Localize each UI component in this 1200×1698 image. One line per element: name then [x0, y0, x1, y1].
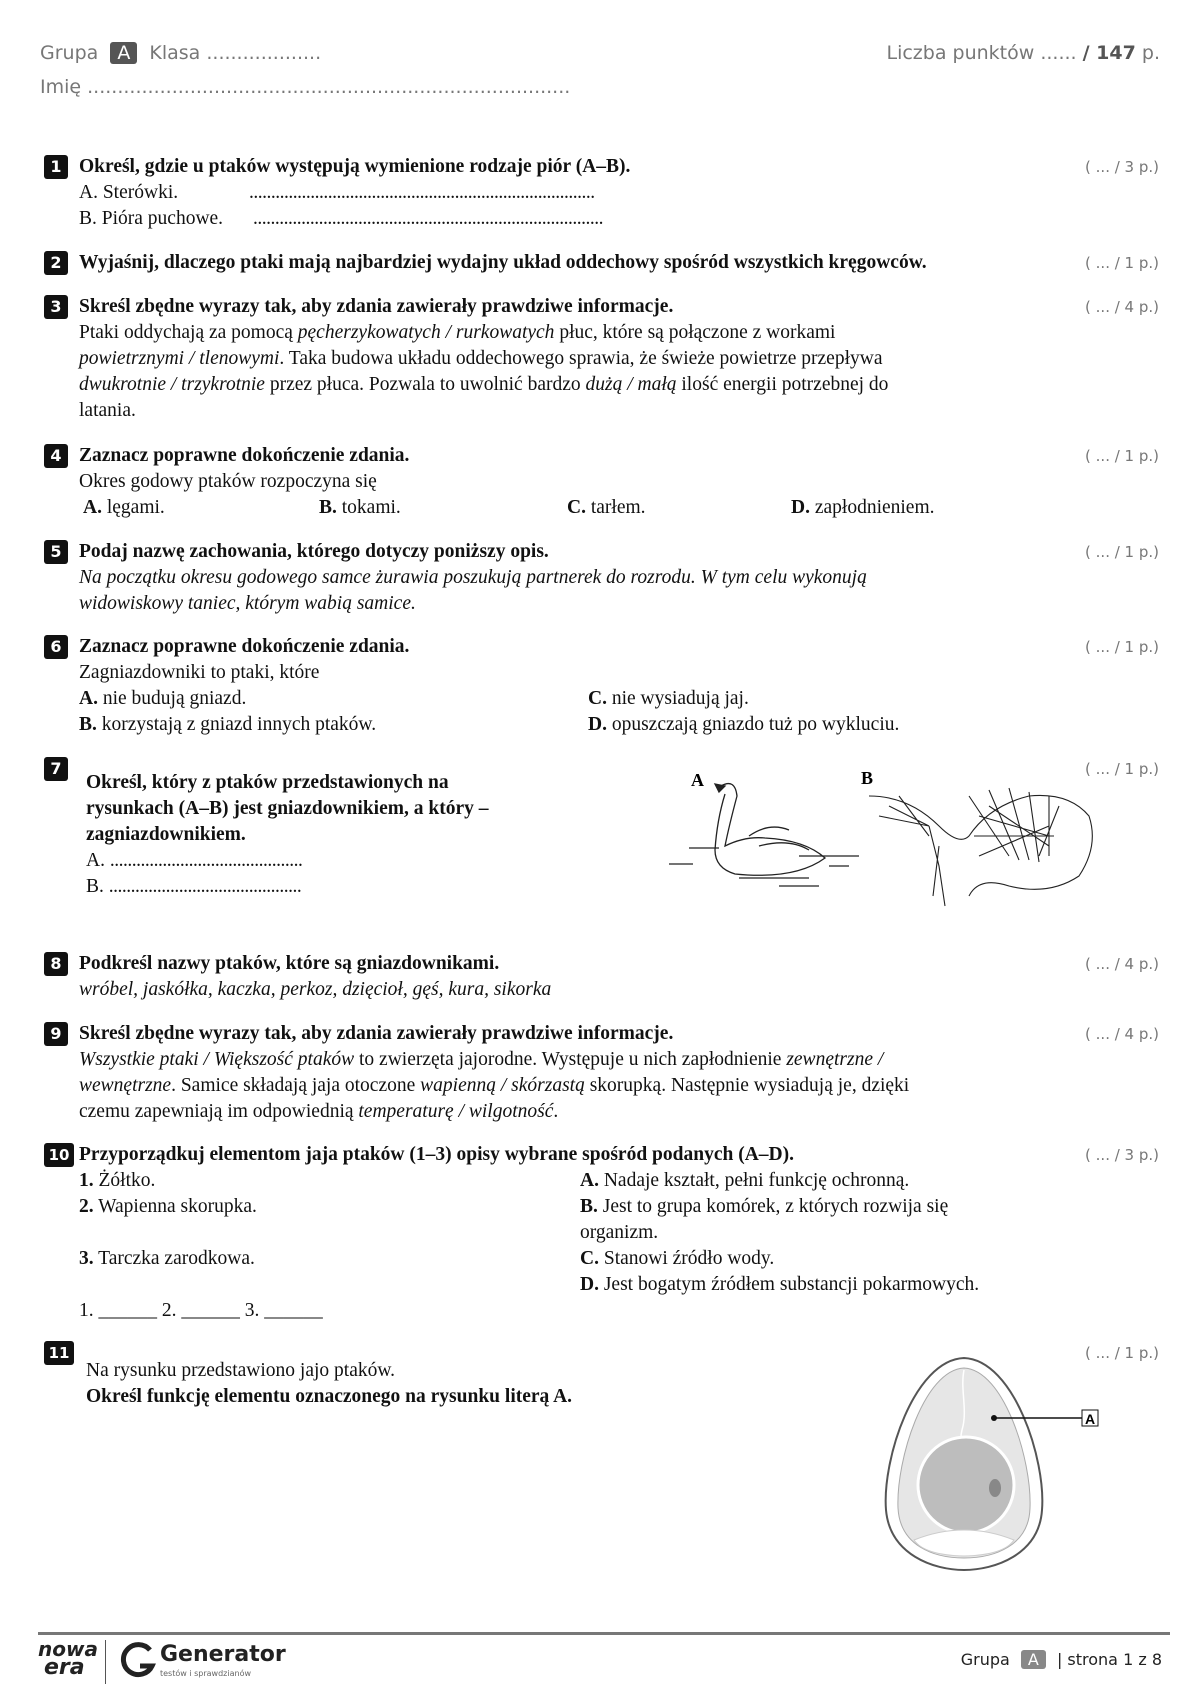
description-a: [580, 1168, 979, 1194]
element-1: [79, 1168, 257, 1194]
option-c[interactable]: [567, 495, 646, 521]
question-number: 4: [44, 444, 68, 468]
question-number: 7: [44, 757, 68, 781]
answer-b-field[interactable]: ............................................: [108, 876, 302, 897]
question-number: 6: [44, 635, 68, 659]
answer-a-label: A.: [86, 850, 105, 871]
option-d[interactable]: [791, 495, 935, 521]
element-text: Żółtko.: [93, 1170, 156, 1191]
option-letter: B.: [79, 714, 97, 735]
bird-nest-icon: [869, 788, 1092, 906]
question-title: Podaj nazwę zachowania, którego dotyczy poniższy opis.: [79, 541, 549, 562]
option-letter: B.: [319, 497, 337, 518]
question-title: Zaznacz poprawne dokończenie zdania.: [79, 445, 410, 466]
option-letter: D.: [791, 497, 810, 518]
question-title: rysunkach (A–B) jest gniazdownikiem, a który –: [86, 798, 489, 819]
element-num: 2.: [79, 1196, 94, 1217]
desc-letter: D.: [580, 1274, 599, 1295]
description-b: [580, 1194, 979, 1220]
choice-4[interactable]: dużą / małą: [585, 374, 677, 395]
element-num: 1.: [79, 1170, 94, 1191]
points-box: ( ... / 1 p.): [1085, 638, 1159, 656]
footer-separator: [105, 1640, 106, 1684]
points-total: / 147: [1082, 42, 1136, 64]
option-text: lęgami.: [101, 497, 165, 518]
points-box: ( ... / 1 p.): [1085, 1344, 1159, 1362]
text: to zwierzęta jajorodne. Występuje u nich zapłodnienie: [354, 1049, 787, 1070]
text: .: [553, 1101, 559, 1122]
points-box: ( ... / 4 p.): [1085, 298, 1159, 316]
description-b-cont: [580, 1220, 979, 1246]
element-2: [79, 1194, 257, 1220]
points-unit: p.: [1141, 42, 1160, 64]
text: . Samice składają jaja otoczone: [171, 1075, 421, 1096]
desc-text: Jest to grupa komórek, z których rozwija się: [597, 1196, 949, 1217]
egg-label-a: A: [1085, 1411, 1096, 1427]
germinal-disc: [989, 1479, 1001, 1497]
option-text: korzystają z gniazd innych ptaków.: [96, 714, 377, 735]
option-text: opuszczają gniazdo tuż po wykluciu.: [606, 714, 900, 735]
desc-text: Jest bogatym źródłem substancji pokarmowych.: [598, 1274, 980, 1295]
desc-text: Stanowi źródło wody.: [598, 1248, 775, 1269]
name-label: Imię: [40, 76, 82, 98]
points-box: ( ... / 1 p.): [1085, 254, 1159, 272]
option-text: nie budują gniazd.: [97, 688, 247, 709]
points-field[interactable]: ......: [1040, 42, 1077, 64]
image-b-label: B: [861, 768, 874, 788]
question-4: [44, 443, 1159, 523]
question-title: Skreśl zbędne wyrazy tak, aby zdania zawierały prawdziwe informacje.: [79, 1023, 674, 1044]
question-11: [44, 1340, 1159, 1580]
answer-blanks[interactable]: 1. ______ 2. ______ 3. ______: [79, 1300, 323, 1321]
question-8: [44, 951, 1159, 1007]
option-letter: A.: [79, 688, 98, 709]
class-field[interactable]: ...................: [206, 42, 322, 64]
answer-b-field[interactable]: ................................................................................: [253, 208, 603, 229]
text: czemu zapewniają im odpowiednią: [79, 1101, 359, 1122]
question-title: zagniazdownikiem.: [86, 824, 246, 845]
option-text: nie wysiadują jaj.: [606, 688, 749, 709]
question-number: 8: [44, 952, 68, 976]
answer-a-field[interactable]: ............................................: [109, 850, 303, 871]
option-a[interactable]: [83, 495, 165, 521]
question-2: [44, 250, 1159, 280]
answer-b-label: B. Pióra puchowe.: [79, 208, 224, 229]
option-c[interactable]: [588, 686, 749, 712]
choice-1[interactable]: pęcherzykowatych / rurkowatych: [297, 322, 555, 343]
swan-icon: [669, 784, 859, 886]
desc-text: organizm.: [580, 1222, 659, 1243]
generator-text: Generator: [160, 1642, 286, 1667]
question-title: Określ, gdzie u ptaków występują wymienione rodzaje piór (A–B).: [79, 156, 631, 177]
text: ilość energii potrzebnej do: [676, 374, 889, 395]
element-3: [79, 1246, 257, 1272]
text: latania.: [79, 400, 136, 421]
question-3: [44, 294, 1159, 424]
desc-text: Nadaje kształt, pełni funkcję ochronną.: [598, 1170, 910, 1191]
question-5: [44, 539, 1159, 619]
question-text: [79, 320, 1159, 424]
description-line: widowiskowy taniec, którym wabią samice.: [79, 593, 416, 614]
question-title: Zaznacz poprawne dokończenie zdania.: [79, 636, 410, 657]
question-stem: Zagniazdowniki to ptaki, które: [79, 662, 320, 683]
birds-illustration: [629, 766, 1119, 916]
group-label: Grupa: [40, 42, 99, 64]
question-number: 2: [44, 251, 68, 275]
points-box: ( ... / 3 p.): [1085, 158, 1159, 176]
question-title: Przyporządkuj elementom jaja ptaków (1–3) opisy wybrane spośród podanych (A–D).: [79, 1144, 794, 1165]
option-b[interactable]: [319, 495, 401, 521]
option-letter: C.: [567, 497, 586, 518]
class-label: Klasa: [149, 42, 201, 64]
question-title: Określ, który z ptaków przedstawionych na: [86, 772, 449, 793]
question-number: 3: [44, 295, 68, 319]
question-number: 11: [44, 1341, 74, 1365]
question-10: [44, 1142, 1159, 1332]
answer-a-label: A. Sterówki.: [79, 182, 179, 203]
option-a[interactable]: [79, 686, 246, 712]
question-text: [79, 1047, 1159, 1125]
points-box: ( ... / 4 p.): [1085, 1025, 1159, 1043]
points-box: ( ... / 4 p.): [1085, 955, 1159, 973]
question-number: 1: [44, 155, 68, 179]
choice-2b[interactable]: wewnętrzne: [79, 1075, 172, 1096]
publisher-logo: [38, 1637, 98, 1680]
logo-line1: nowa: [38, 1637, 98, 1661]
bird-list[interactable]: wróbel, jaskółka, kaczka, perkoz, dzięcioł, gęś, kura, sikorka: [79, 979, 552, 1000]
question-title: Wyjaśnij, dlaczego ptaki mają najbardziej wydajny układ oddechowy spośród wszystkich kręgowców.: [79, 252, 927, 273]
desc-letter: B.: [580, 1196, 598, 1217]
image-a-label: A: [691, 770, 704, 790]
egg-diagram: [874, 1350, 1114, 1575]
answer-a-field[interactable]: ...............................................................................: [249, 182, 595, 203]
generator-g-icon: [120, 1640, 156, 1682]
question-stem: Okres godowy ptaków rozpoczyna się: [79, 471, 377, 492]
answer-b-label: B.: [86, 876, 104, 897]
header-group: [40, 42, 321, 64]
text: skorupką. Następnie wysiadują je, dzięki: [584, 1075, 910, 1096]
header-name: [40, 76, 570, 98]
question-number: 9: [44, 1022, 68, 1046]
text: płuc, które są połączone z workami: [554, 322, 836, 343]
footer-group-label: Grupa: [960, 1650, 1010, 1669]
header-points: [886, 42, 1160, 64]
question-1: [44, 154, 1159, 234]
element-num: 3.: [79, 1248, 94, 1269]
question-6: [44, 634, 1159, 744]
footer-group-badge: A: [1021, 1650, 1046, 1669]
option-letter: D.: [588, 714, 607, 735]
desc-letter: C.: [580, 1248, 599, 1269]
question-9: [44, 1021, 1159, 1125]
option-letter: A.: [83, 497, 102, 518]
points-box: ( ... / 3 p.): [1085, 1146, 1159, 1164]
description-d: [580, 1272, 979, 1298]
choice-1[interactable]: Wszystkie ptaki / Większość ptaków: [79, 1049, 355, 1070]
question-title: Skreśl zbędne wyrazy tak, aby zdania zawierały prawdziwe informacje.: [79, 296, 674, 317]
text: przez płuca. Pozwala to uwolnić bardzo: [264, 374, 586, 395]
choice-4[interactable]: temperaturę / wilgotność: [358, 1101, 554, 1122]
points-label: Liczba punktów: [886, 42, 1035, 64]
description-c: [580, 1246, 979, 1272]
points-box: ( ... / 1 p.): [1085, 760, 1159, 778]
footer-divider: [38, 1632, 1170, 1635]
group-badge: A: [110, 42, 137, 64]
question-title: Określ funkcję elementu oznaczonego na rysunku literą A.: [86, 1386, 573, 1407]
generator-subtext: testów i sprawdzianów: [160, 1669, 251, 1678]
desc-letter: A.: [580, 1170, 599, 1191]
element-text: Tarczka zarodkowa.: [93, 1248, 255, 1269]
choice-2[interactable]: zewnętrzne /: [786, 1049, 884, 1070]
question-number: 5: [44, 540, 68, 564]
question-intro: Na rysunku przedstawiono jajo ptaków.: [86, 1360, 396, 1381]
question-title: Podkreśl nazwy ptaków, które są gniazdownikami.: [79, 953, 500, 974]
points-box: ( ... / 1 p.): [1085, 543, 1159, 561]
text: . Taka budowa układu oddechowego sprawia, że świeże powietrze przepływa: [279, 348, 883, 369]
choice-2[interactable]: powietrznymi / tlenowymi: [79, 348, 280, 369]
text: Ptaki oddychają za pomocą: [79, 322, 298, 343]
footer-page-info: [961, 1650, 1162, 1669]
element-text: Wapienna skorupka.: [93, 1196, 257, 1217]
question-number: 10: [44, 1143, 74, 1167]
option-d[interactable]: [588, 712, 899, 738]
option-letter: C.: [588, 688, 607, 709]
points-box: ( ... / 1 p.): [1085, 447, 1159, 465]
option-text: zapłodnieniem.: [809, 497, 935, 518]
option-b[interactable]: [79, 712, 376, 738]
description-line: Na początku okresu godowego samce żurawia poszukują partnerek do rozrodu. W tym celu wykonują: [79, 567, 867, 588]
choice-3[interactable]: wapienną / skórzastą: [420, 1075, 585, 1096]
choice-3[interactable]: dwukrotnie / trzykrotnie: [79, 374, 265, 395]
page-number: | strona 1 z 8: [1056, 1650, 1162, 1669]
name-field[interactable]: ................................................................................: [87, 76, 571, 98]
option-text: tarłem.: [585, 497, 646, 518]
option-text: tokami.: [336, 497, 401, 518]
logo-line2: era: [44, 1655, 85, 1680]
question-7: [44, 756, 1159, 916]
